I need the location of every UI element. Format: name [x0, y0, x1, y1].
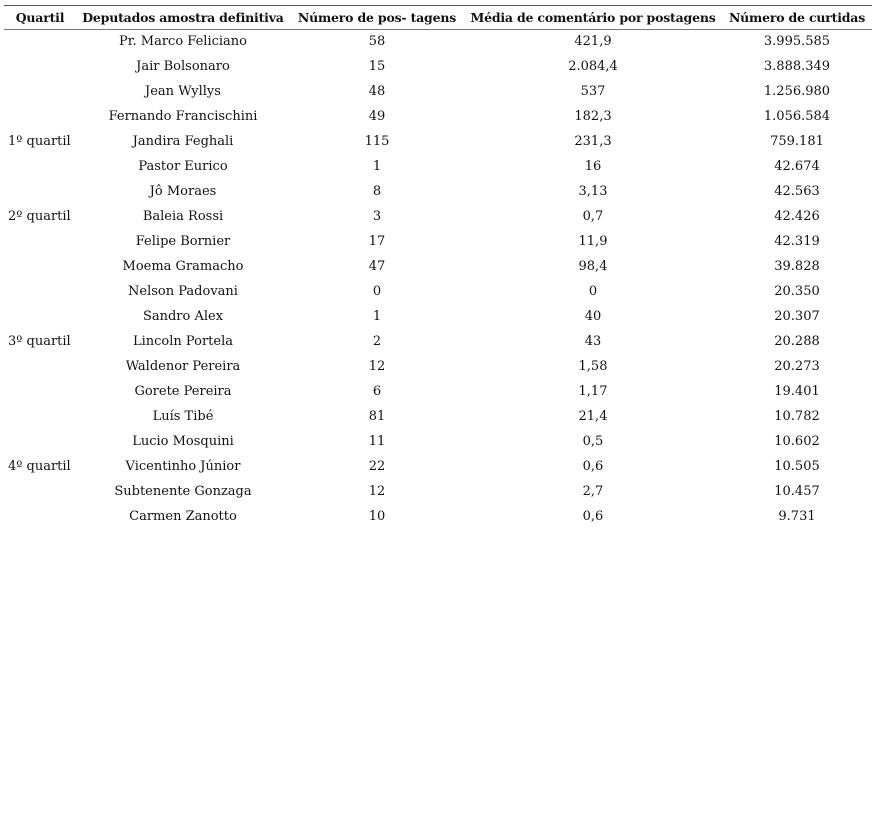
cell-curtidas: 20.307 [774, 309, 820, 324]
cell-curtidas: 42.426 [774, 209, 820, 224]
cell-curtidas: 19.401 [774, 384, 820, 399]
cell-deputado: Lucio Mosquini [132, 434, 234, 449]
cell-media-comentarios: 0,6 [582, 459, 604, 474]
table-row [4, 479, 872, 504]
cell-curtidas: 10.602 [774, 434, 820, 449]
cell-quartil [4, 179, 76, 204]
cell-postagens: 1 [372, 309, 382, 324]
cell-media-comentarios: 40 [584, 309, 602, 324]
cell-media-comentarios: 3,13 [578, 184, 608, 199]
cell-quartil [4, 229, 76, 254]
cell-deputado: Baleia Rossi [142, 209, 224, 224]
cell-media-comentarios: 43 [584, 334, 602, 349]
cell-deputado: Vicentinho Júnior [125, 459, 241, 474]
cell-deputado: Nelson Padovani [128, 284, 238, 299]
cell-quartil: 4º quartil [8, 459, 71, 474]
cell-curtidas: 3.888.349 [763, 59, 831, 74]
cell-quartil [4, 54, 76, 79]
table-row [4, 404, 872, 429]
cell-curtidas: 20.288 [774, 334, 820, 349]
cell-deputado: Lincoln Portela [132, 334, 234, 349]
cell-quartil [4, 29, 76, 54]
cell-postagens: 47 [368, 259, 386, 274]
table-row [4, 154, 872, 179]
table-row [4, 504, 872, 529]
cell-curtidas: 759.181 [770, 134, 824, 149]
cell-deputado: Jandira Feghali [132, 134, 234, 149]
cell-postagens: 12 [368, 359, 386, 374]
cell-media-comentarios: 1,58 [578, 359, 608, 374]
cell-quartil: 3º quartil [8, 334, 71, 349]
cell-deputado: Moema Gramacho [122, 259, 244, 274]
cell-media-comentarios: 0,6 [582, 509, 604, 524]
cell-postagens: 48 [368, 84, 386, 99]
cell-postagens: 49 [368, 109, 386, 124]
cell-deputado: Pr. Marco Feliciano [118, 34, 248, 49]
cell-postagens: 15 [368, 59, 386, 74]
cell-quartil [4, 429, 76, 454]
cell-curtidas: 42.674 [774, 159, 820, 174]
table-row [4, 29, 872, 54]
table-row [4, 229, 872, 254]
cell-quartil: 1º quartil [8, 134, 71, 149]
cell-deputado: Jean Wyllys [145, 84, 221, 99]
cell-quartil: 2º quartil [8, 209, 71, 224]
cell-curtidas: 39.828 [774, 259, 820, 274]
cell-postagens: 1 [372, 159, 382, 174]
header-postagens: Número de pos- tagens [297, 9, 457, 25]
table-row [4, 379, 872, 404]
table-body [4, 29, 872, 529]
cell-quartil [4, 254, 76, 279]
cell-quartil [4, 404, 76, 429]
cell-deputado: Waldenor Pereira [125, 359, 241, 374]
cell-quartil [4, 104, 76, 129]
cell-media-comentarios: 98,4 [578, 259, 608, 274]
table-row [4, 204, 872, 229]
table-row [4, 129, 872, 154]
cell-curtidas: 9.731 [778, 509, 816, 524]
cell-quartil [4, 154, 76, 179]
cell-curtidas: 10.782 [774, 409, 820, 424]
cell-deputado: Subtenente Gonzaga [114, 484, 252, 499]
cell-media-comentarios: 0,5 [582, 434, 604, 449]
table-row [4, 54, 872, 79]
cell-media-comentarios: 21,4 [578, 409, 608, 424]
header-deputados: Deputados amostra definitiva [82, 9, 284, 25]
cell-curtidas: 3.995.585 [763, 34, 831, 49]
table-row [4, 354, 872, 379]
cell-deputado: Jair Bolsonaro [136, 59, 230, 74]
cell-curtidas: 20.350 [774, 284, 820, 299]
cell-postagens: 3 [372, 209, 382, 224]
table-row [4, 104, 872, 129]
header-row [4, 5, 872, 29]
cell-curtidas: 42.319 [774, 234, 820, 249]
cell-curtidas: 1.256.980 [763, 84, 831, 99]
cell-deputado: Pastor Eurico [138, 159, 228, 174]
cell-deputado: Sandro Alex [142, 309, 224, 324]
header-curtidas: Número de curtidas [728, 9, 866, 25]
cell-postagens: 0 [372, 284, 382, 299]
cell-postagens: 6 [372, 384, 382, 399]
table-row [4, 429, 872, 454]
cell-quartil [4, 79, 76, 104]
cell-postagens: 8 [372, 184, 382, 199]
deputies-table [4, 5, 872, 529]
cell-quartil [4, 304, 76, 329]
table-header [4, 5, 872, 29]
table-row [4, 79, 872, 104]
cell-media-comentarios: 231,3 [574, 134, 612, 149]
cell-postagens: 2 [372, 334, 382, 349]
cell-postagens: 17 [368, 234, 386, 249]
cell-postagens: 11 [368, 434, 386, 449]
cell-quartil [4, 379, 76, 404]
cell-deputado: Fernando Francischini [108, 109, 258, 124]
cell-deputado: Felipe Bornier [135, 234, 231, 249]
cell-postagens: 22 [368, 459, 386, 474]
table-row [4, 179, 872, 204]
cell-quartil [4, 354, 76, 379]
table-row [4, 304, 872, 329]
header-media-comentarios: Média de comentário por postagens [470, 9, 716, 25]
cell-media-comentarios: 0,7 [582, 209, 604, 224]
table-row [4, 254, 872, 279]
cell-deputado: Gorete Pereira [134, 384, 232, 399]
cell-deputado: Jô Moraes [149, 184, 217, 199]
cell-deputado: Luís Tibé [152, 409, 214, 424]
cell-quartil [4, 479, 76, 504]
cell-curtidas: 1.056.584 [763, 109, 831, 124]
cell-postagens: 12 [368, 484, 386, 499]
cell-media-comentarios: 537 [580, 84, 606, 99]
cell-postagens: 10 [368, 509, 386, 524]
cell-postagens: 58 [368, 34, 386, 49]
cell-media-comentarios: 1,17 [578, 384, 608, 399]
cell-quartil [4, 504, 76, 529]
table-row [4, 454, 872, 479]
cell-postagens: 81 [368, 409, 386, 424]
cell-media-comentarios: 0 [588, 284, 598, 299]
cell-media-comentarios: 16 [584, 159, 602, 174]
header-quartil: Quartil [15, 9, 65, 25]
table-row [4, 279, 872, 304]
cell-media-comentarios: 421,9 [574, 34, 612, 49]
cell-quartil [4, 279, 76, 304]
cell-curtidas: 10.457 [774, 484, 820, 499]
cell-media-comentarios: 2.084,4 [568, 59, 618, 74]
cell-curtidas: 10.505 [774, 459, 820, 474]
table-row [4, 329, 872, 354]
cell-curtidas: 20.273 [774, 359, 820, 374]
cell-media-comentarios: 182,3 [574, 109, 612, 124]
cell-postagens: 115 [364, 134, 390, 149]
cell-media-comentarios: 11,9 [578, 234, 608, 249]
cell-curtidas: 42.563 [774, 184, 820, 199]
cell-media-comentarios: 2,7 [582, 484, 604, 499]
cell-deputado: Carmen Zanotto [129, 509, 237, 524]
